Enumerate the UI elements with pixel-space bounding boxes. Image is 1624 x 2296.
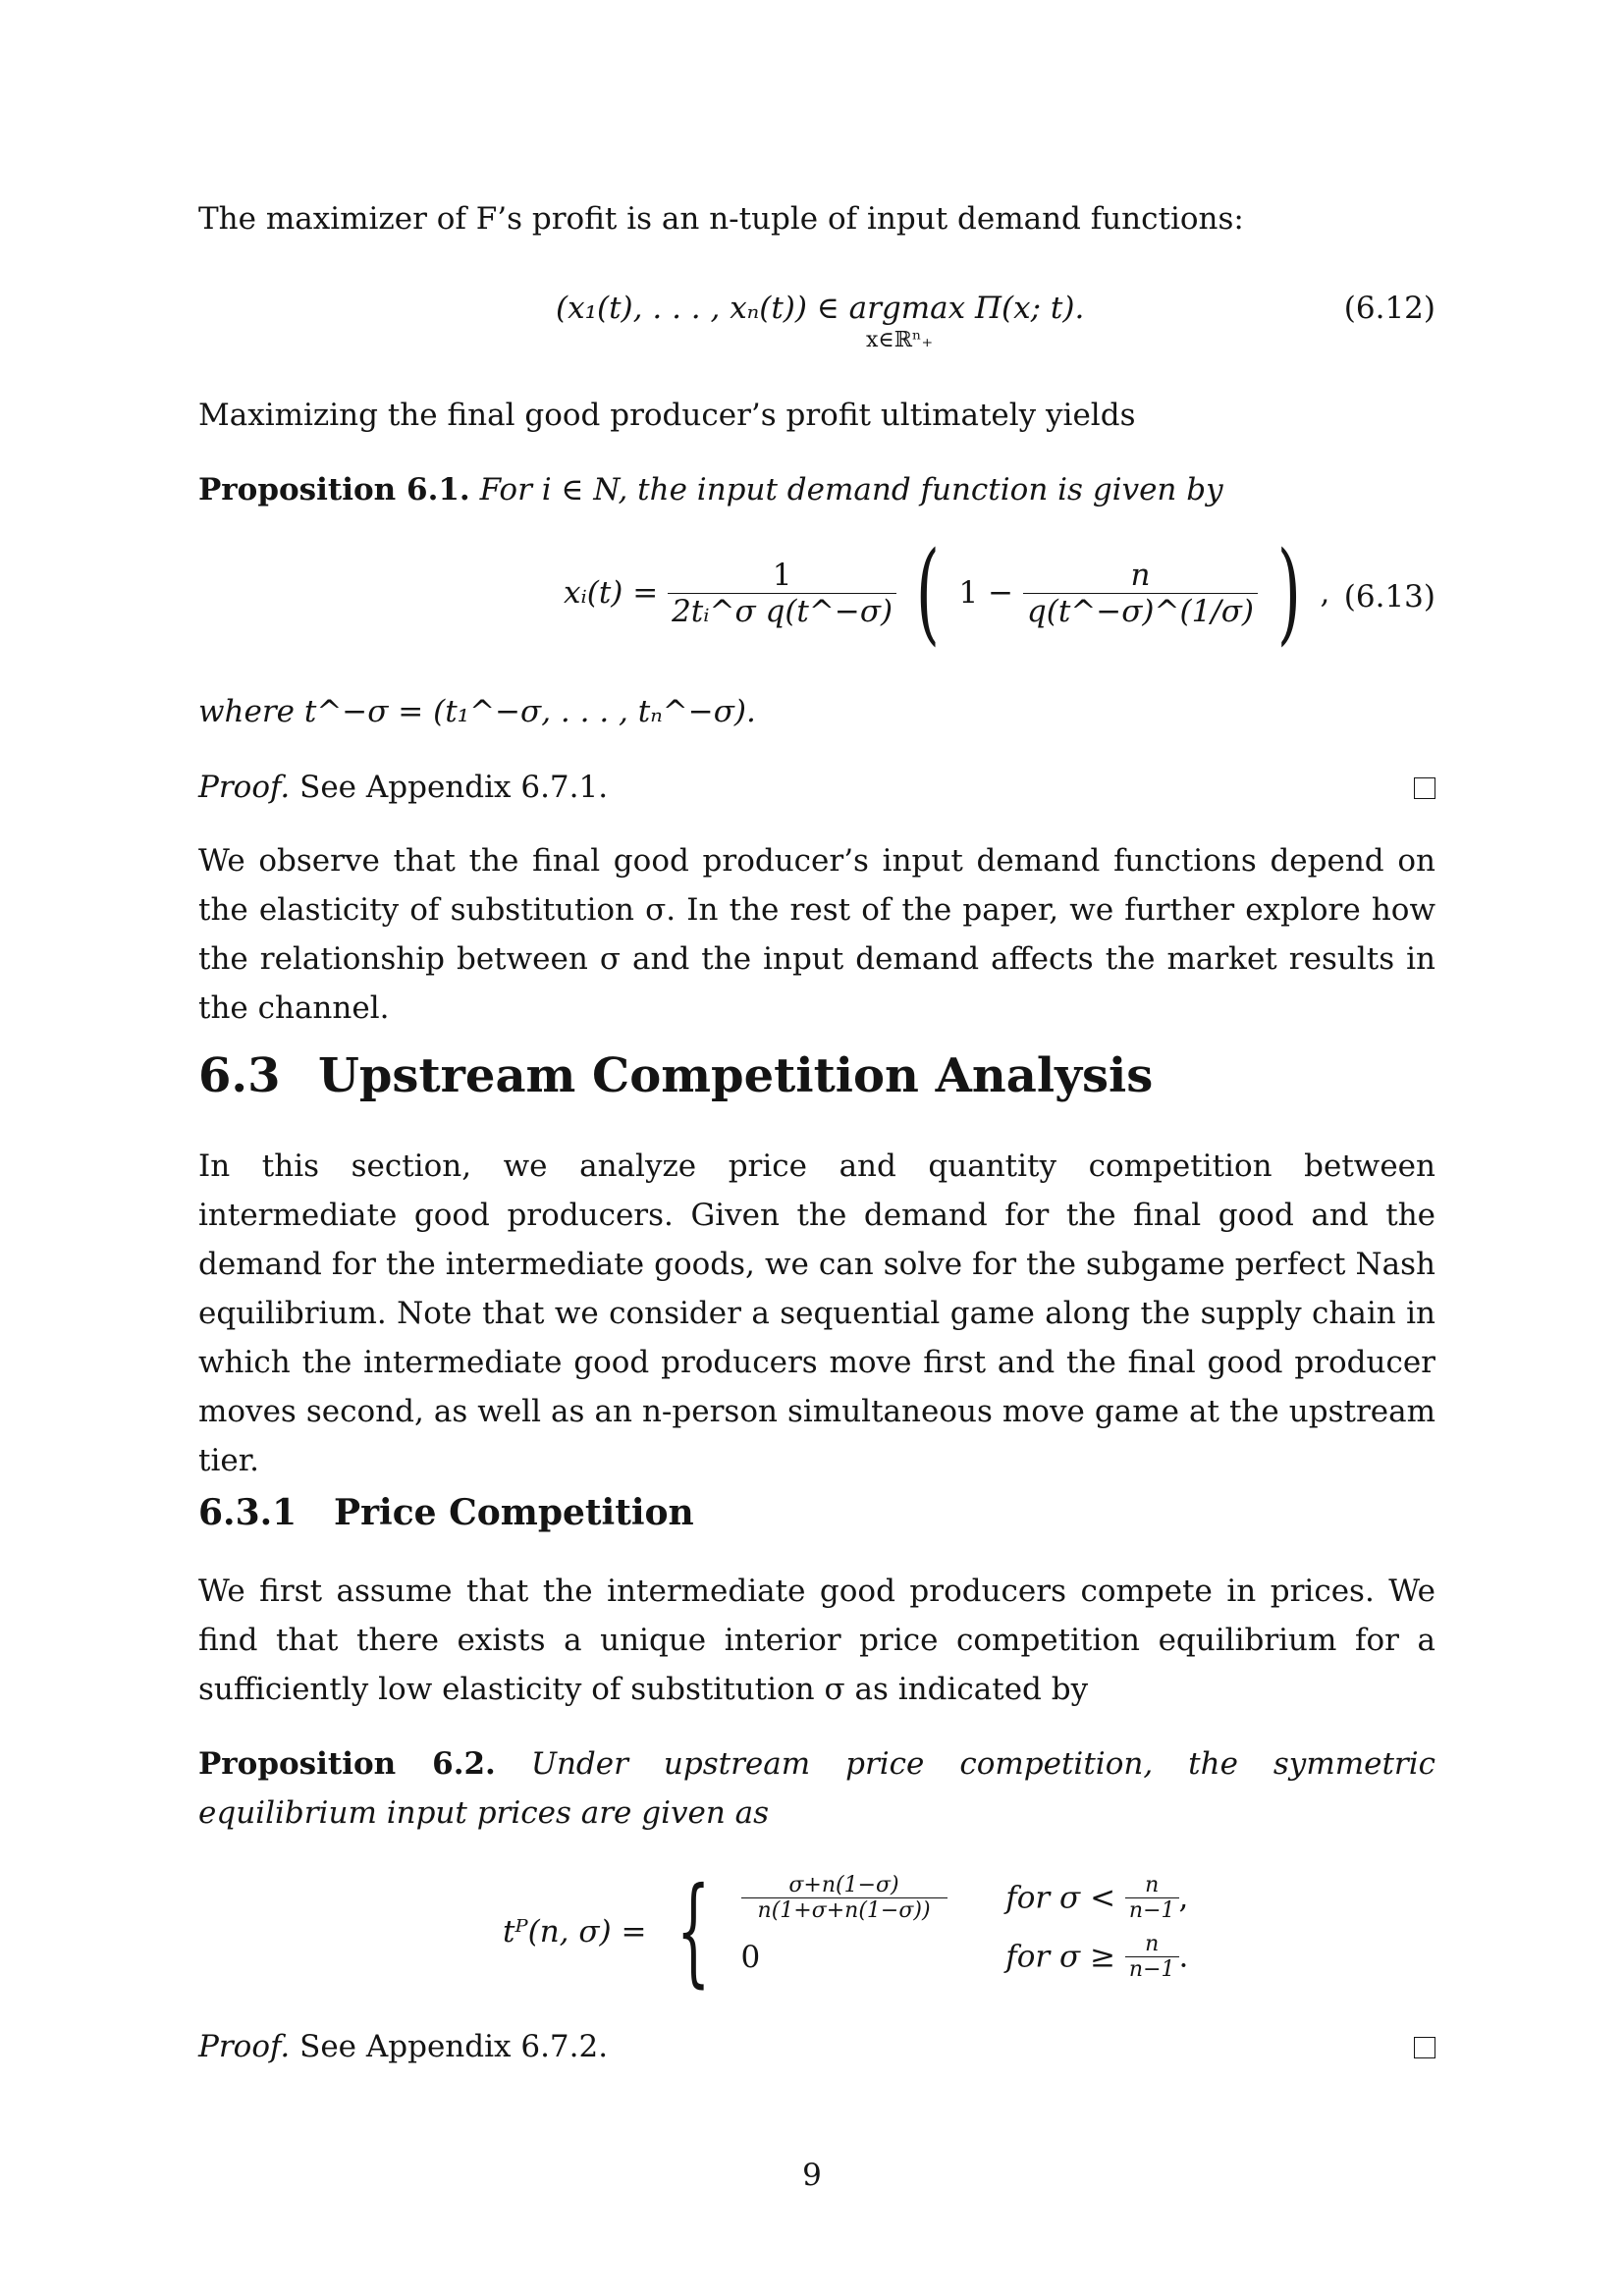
- case-2-value: 0: [740, 1939, 761, 1975]
- qed-icon: [1414, 777, 1435, 799]
- case-2: 0 for σ ≥ $\frac{n}{n-1}$ .: [740, 1932, 1189, 1982]
- proof-6-2: [198, 2022, 1435, 2071]
- paragraph-intro: The maximizer of F’s profit is an n-tuple of input demand functions:: [198, 201, 1244, 237]
- proposition-6-2: [198, 1739, 1435, 1838]
- subsection-title: Price Competition: [334, 1492, 694, 1533]
- paragraph-section-intro: In this section, we analyze price and quantity competition between intermediate good producers. Given the demand for the final good and the demand for the intermediate goods, we can solve for the subgame perfect Nash equilibrium. Note that we consider a sequential game along the supply chain in which the intermediate good producers move first and the final good producer moves second, as well as an n-person simultaneous move game at the upstream tier.: [198, 1148, 1435, 1478]
- equation-6-12-text: (x₁(t), . . . , xₙ(t)) ∈ argmax Π(x; t).: [556, 291, 1085, 326]
- case-1-numerator: σ+n(1−σ): [741, 1873, 947, 1898]
- where-text: where t^−σ = (t₁^−σ, . . . , tₙ^−σ).: [198, 694, 756, 729]
- proposition-text: For i ∈ N, the input demand function is given by: [479, 472, 1223, 507]
- case-1-denominator: n(1+σ+n(1−σ)): [757, 1898, 931, 1923]
- where-clause: [198, 687, 1435, 736]
- proof-text: See Appendix 6.7.2.: [299, 2029, 609, 2064]
- proof-text: See Appendix 6.7.1.: [299, 770, 609, 805]
- eq-inner-one: 1 −: [958, 575, 1014, 611]
- equation-6-12: [198, 285, 1435, 363]
- fraction-numerator: 1: [668, 558, 896, 594]
- equation-6-12-body: [556, 291, 1084, 326]
- paragraph-price-competition: We first assume that the intermediate good producers compete in prices. We find that there exists a unique interior price competition equilibrium for a sufficiently low elasticity of substitution σ as indicated by: [198, 1574, 1435, 1707]
- case-1-value: [741, 1873, 947, 1923]
- fraction-denominator: 2tᵢ^σ q(t^−σ): [672, 593, 893, 629]
- left-brace: {: [677, 1863, 711, 2000]
- paragraph-maximizing: Maximizing the final good producer’s profit ultimately yields: [198, 398, 1136, 433]
- case-1-cond-fraction: [1125, 1873, 1179, 1923]
- cond-numerator: n: [1125, 1932, 1179, 1957]
- case-2-cond-fraction: [1125, 1932, 1179, 1982]
- paragraph-observe: We observe that the final good producer’s input demand functions depend on the elasticity of substitution σ. In the rest of the paper, we further explore how the relationship between σ and the input demand affects the market results in the channel.: [198, 843, 1435, 1026]
- equation-6-13-body: [564, 529, 1330, 657]
- cases: [741, 1873, 1189, 1991]
- proof-6-1: [198, 763, 1435, 812]
- section-number: 6.3: [198, 1048, 281, 1103]
- section-heading: [198, 1048, 1153, 1103]
- equation-number: (6.12): [1343, 291, 1435, 326]
- case-1-condition: for σ <: [1005, 1880, 1116, 1916]
- equation-number: (6.13): [1343, 579, 1435, 614]
- cond-denominator: n−1: [1128, 1898, 1175, 1923]
- argmax-subscript: x∈ℝⁿ₊: [866, 328, 934, 352]
- subsection-number: 6.3.1: [198, 1492, 298, 1533]
- eq-tail: ,: [1320, 575, 1330, 611]
- page-number: 9: [802, 2158, 822, 2193]
- equation-piecewise: [198, 1865, 1435, 2002]
- inner-numerator: n: [1023, 558, 1258, 594]
- eq-fraction-inner: [1023, 558, 1258, 629]
- proof-label: Proof.: [198, 770, 291, 805]
- eq-lhs: xᵢ(t) =: [564, 575, 659, 611]
- proof-label: Proof.: [198, 2029, 291, 2064]
- eq-fraction-outer: [668, 558, 896, 629]
- subsection-heading: [198, 1492, 694, 1533]
- piecewise-lhs: tᴾ(n, σ) =: [503, 1914, 647, 1949]
- inner-denominator: q(t^−σ)^(1/σ): [1026, 593, 1255, 629]
- section-title: Upstream Competition Analysis: [318, 1048, 1154, 1103]
- case-1: $\frac{\sigma+n(1-\sigma)}{n(1+\sigma+n(1-\sigma))}$ for σ < $\frac{n}{n-1}$ ,: [741, 1873, 1189, 1932]
- right-paren: ): [1276, 529, 1301, 657]
- left-paren: (: [915, 529, 940, 657]
- cond-denominator: n−1: [1128, 1957, 1175, 1982]
- proposition-text: Under upstream price competition, the symmetric equilibrium input prices are given as: [198, 1746, 1436, 1831]
- equation-6-13: [198, 529, 1435, 657]
- piecewise-body: [503, 1863, 1189, 2000]
- proposition-6-1: [198, 465, 1435, 514]
- cond-numerator: n: [1125, 1873, 1179, 1898]
- qed-icon: [1414, 2037, 1435, 2058]
- proposition-label: Proposition 6.1.: [198, 472, 470, 507]
- case-2-condition: for σ ≥: [1005, 1939, 1116, 1975]
- proposition-label: Proposition 6.2.: [198, 1746, 496, 1782]
